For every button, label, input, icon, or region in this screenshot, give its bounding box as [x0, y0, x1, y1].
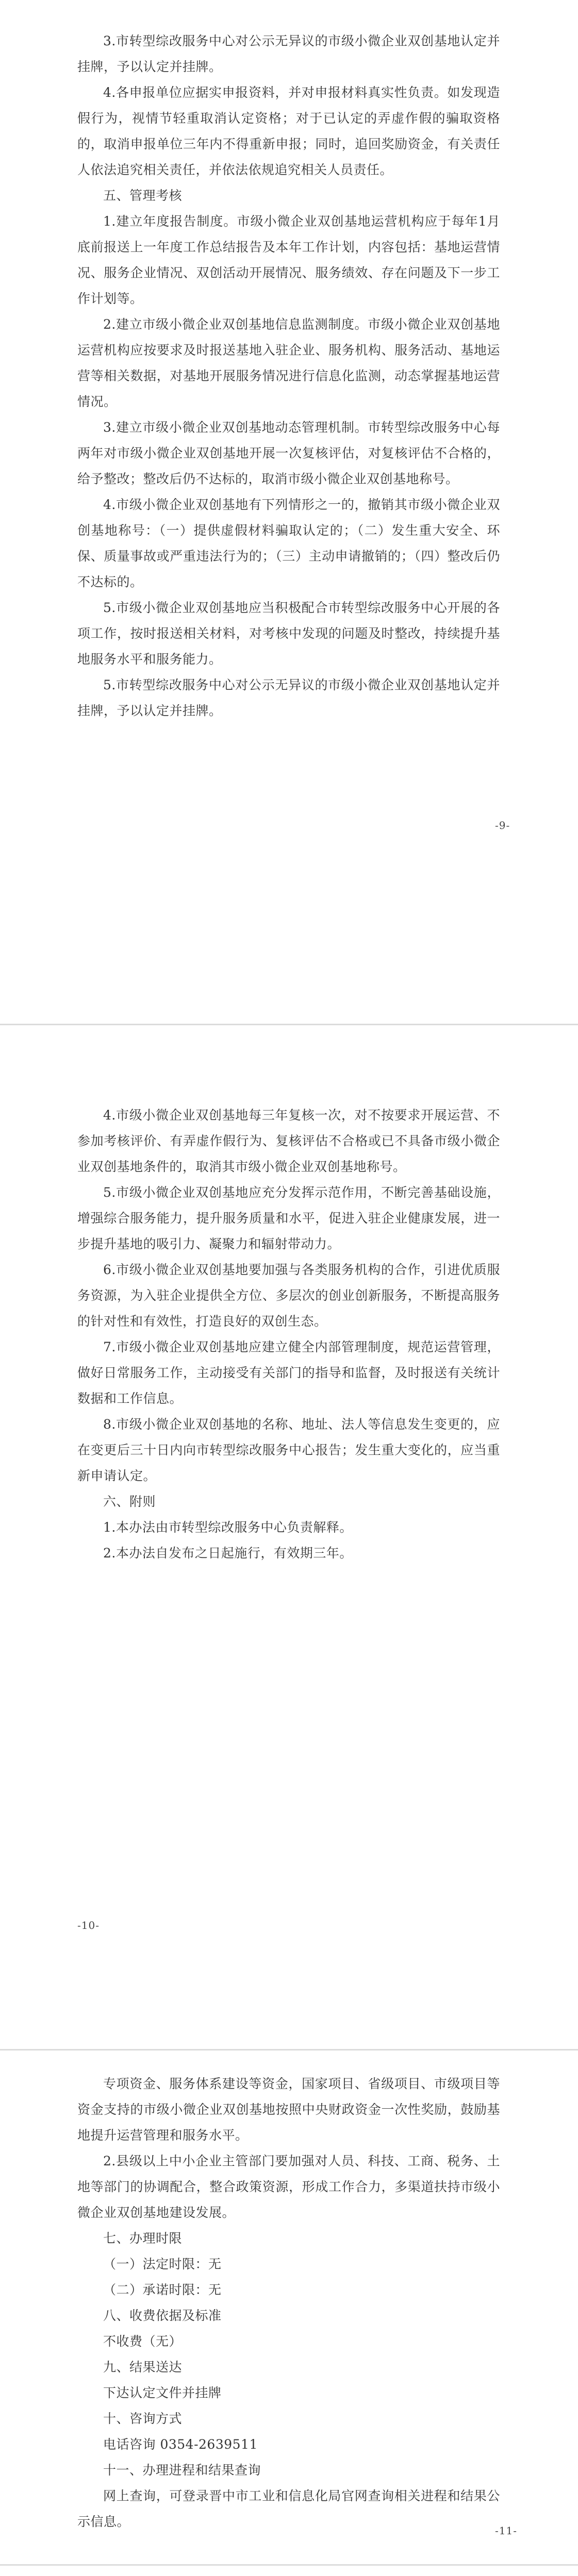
item-line: （二）承诺时限：无: [103, 2282, 222, 2297]
document-page-11: [0, 2050, 578, 2566]
paragraph: 8.市级小微企业双创基地的名称、地址、法人等信息发生变更的，应在变更后三十日内向市转型综改服务中心报告；发生重大变化的，应当重新申请认定。: [77, 1417, 500, 1483]
page-number: -10-: [77, 1919, 100, 1931]
paragraph: 4.各申报单位应据实申报资料，并对申报材料真实性负责。如发现造假行为，视情节轻重取消认定资格；对于已认定的弄虚作假的骗取资格的，取消申报单位三年内不得重新申报；同时，追回奖励资金，有关责任人依法追究相关责任，并依法依规追究相关人员责任。: [77, 85, 500, 177]
paragraph: 5.市级小微企业双创基地应当积极配合市转型综改服务中心开展的各项工作，按时报送相关材料，对考核中发现的问题及时整改，持续提升基地服务水平和服务能力。: [77, 600, 500, 667]
item-line: 十、咨询方式: [103, 2411, 183, 2426]
paragraph: 2.建立市级小微企业双创基地信息监测制度。市级小微企业双创基地运营机构应按要求及时报送基地入驻企业、服务机构、服务活动、基地运营等相关数据，对基地开展服务情况进行信息化监测，动态掌握基地运营情况。: [77, 317, 500, 409]
item-line: 下达认定文件并挂牌: [103, 2385, 222, 2400]
item-line: 九、结果送达: [103, 2360, 183, 2375]
paragraph: 1.本办法由市转型综改服务中心负责解释。: [103, 1520, 353, 1535]
paragraph: 5.市级小微企业双创基地应充分发挥示范作用，不断完善基础设施，增强综合服务能力，提升服务质量和水平，促进入驻企业健康发展，进一步提升基地的吸引力、凝聚力和辐射带动力。: [77, 1185, 500, 1251]
section-heading: 六、附则: [103, 1494, 156, 1509]
paragraph: 4.市级小微企业双创基地有下列情形之一的，撤销其市级小微企业双创基地称号：（一）提供虚假材料骗取认定的；（二）发生重大安全、环保、质量事故或严重违法行为的；（三）主动申请撤销的；（四）整改后仍不达标的。: [77, 497, 500, 589]
page10-body: [77, 1103, 500, 1566]
item-line: 不收费（无）: [103, 2334, 183, 2349]
paragraph: 3.建立市级小微企业双创基地动态管理机制。市转型综改服务中心每两年对市级小微企业双创基地开展一次复核评估，对复核评估不合格的，给予整改；整改后仍不达标的，取消市级小微企业双创基地称号。: [77, 420, 500, 486]
paragraph: 6.市级小微企业双创基地要加强与各类服务机构的合作，引进优质服务资源，为入驻企业提供全方位、多层次的创业创新服务，不断提高服务的针对性和有效性，打造良好的双创生态。: [77, 1262, 500, 1329]
paragraph: 3.市转型综改服务中心对公示无异议的市级小微企业双创基地认定并挂牌，予以认定并挂牌。: [77, 33, 500, 74]
item-line: 十一、办理进程和结果查询: [103, 2463, 261, 2478]
paragraph: 1.建立年度报告制度。市级小微企业双创基地运营机构应于每年1月底前报送上一年度工作总结报告及本年工作计划，内容包括：基地运营情况、服务企业情况、双创活动开展情况、服务绩效、存在问题及下一步工作计划等。: [77, 214, 500, 306]
page-number: -11-: [495, 2524, 517, 2537]
paragraph: 5.市转型综改服务中心对公示无异议的市级小微企业双创基地认定并挂牌，予以认定并挂牌。: [77, 677, 500, 718]
item-line: 电话咨询 0354-2639511: [103, 2437, 258, 2452]
page11-body: [77, 2071, 500, 2535]
paragraph: 2.县级以上中小企业主管部门要加强对人员、科技、工商、税务、土地等部门的协调配合，整合政策资源，形成工作合力，多渠道扶持市级小微企业双创基地建设发展。: [77, 2154, 500, 2220]
paragraph: 4.市级小微企业双创基地每三年复核一次，对不按要求开展运营、不参加考核评价、有弄虚作假行为、复核评估不合格或已不具备市级小微企业双创基地条件的，取消其市级小微企业双创基地称号。: [77, 1108, 500, 1174]
page9-body: [77, 28, 500, 724]
document-page-12: [0, 2566, 578, 2576]
document-page-10: [0, 1025, 578, 2050]
item-line: （一）法定时限：无: [103, 2257, 222, 2272]
item-line: 七、办理时限: [103, 2231, 183, 2246]
paragraph: 2.本办法自发布之日起施行，有效期三年。: [103, 1546, 353, 1561]
page-number: -9-: [495, 819, 510, 832]
document-page-9: [0, 0, 578, 1025]
paragraph: 7.市级小微企业双创基地应建立健全内部管理制度，规范运营管理，做好日常服务工作，主动接受有关部门的指导和监督，及时报送有关统计数据和工作信息。: [77, 1340, 500, 1406]
item-line: 八、收费依据及标准: [103, 2308, 222, 2323]
paragraph: 专项资金、服务体系建设等资金，国家项目、省级项目、市级项目等资金支持的市级小微企业双创基地按照中央财政资金一次性奖励，鼓励基地提升运营管理和服务水平。: [77, 2076, 500, 2143]
section-heading: 五、管理考核: [103, 188, 183, 203]
paragraph: 网上查询，可登录晋中市工业和信息化局官网查询相关进程和结果公示信息。: [77, 2488, 500, 2529]
